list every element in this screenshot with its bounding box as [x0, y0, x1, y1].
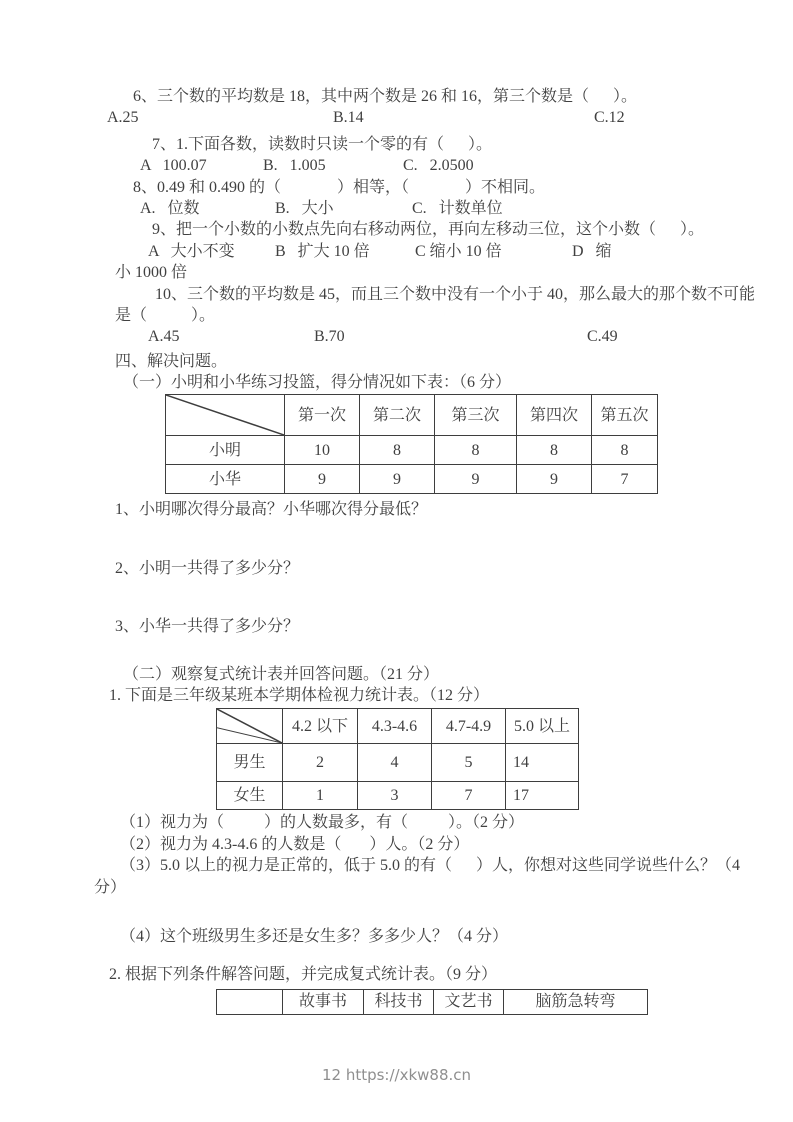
- column-header: 第三次: [435, 395, 517, 436]
- table-cell: 14: [506, 744, 579, 782]
- table-row: [166, 465, 658, 494]
- option-c: C 缩小 10 倍: [415, 242, 502, 260]
- sub-question-3: （3）5.0 以上的视力是正常的，低于 5.0 的有（ ）人，你想对这些同学说些什么？（4: [120, 857, 741, 875]
- column-header: 第二次: [360, 395, 435, 436]
- row-label: 女生: [217, 782, 283, 810]
- vision-table: [216, 708, 579, 810]
- question-9-stem: 9、把一个小数的小数点先向右移动两位，再向左移动三位，这个小数（ ）。: [152, 221, 705, 239]
- question-10-options: [94, 326, 694, 347]
- table-cell: 4: [358, 744, 432, 782]
- table-cell: 2: [283, 744, 358, 782]
- question-7-options: [94, 155, 694, 176]
- question-9-wrap-line: 小 1000 倍: [115, 264, 188, 282]
- option-a: A 大小不变: [148, 242, 235, 260]
- diagonal-lines: [217, 709, 282, 743]
- table-header-row: [217, 709, 579, 744]
- question-10-wrap-line: 是（ ）。: [115, 306, 216, 324]
- option-b: B. 大小: [275, 199, 334, 217]
- question-6-stem: 6、三个数的平均数是 18，其中两个数是 26 和 16，第三个数是（ ）。: [133, 88, 638, 105]
- diagonal-header-cell: [166, 395, 285, 436]
- exam-content: [94, 86, 756, 1015]
- part1-question-2: 2、小明一共得了多少分？: [115, 559, 300, 577]
- column-header: 5.0 以上: [506, 709, 579, 744]
- table-cell: 7: [432, 782, 506, 810]
- part1-question-1: 1、小明哪次得分最高？小华哪次得分最低？: [115, 501, 428, 519]
- table-cell: 9: [285, 465, 360, 494]
- table-cell: 7: [592, 465, 658, 494]
- row-label: 小华: [166, 465, 285, 494]
- question-8-options: [94, 198, 694, 219]
- table-header-row: [166, 395, 658, 436]
- table-cell: 9: [360, 465, 435, 494]
- option-b: B.70: [314, 328, 345, 346]
- option-a: A. 位数: [140, 199, 200, 217]
- option-a: A.25: [107, 109, 139, 127]
- part-2-title: （二）观察复式统计表并回答问题。（21 分）: [123, 665, 440, 683]
- question-9-options: [94, 241, 694, 262]
- footer-page-number-url: 12 https://xkw88.cn: [321, 1066, 472, 1084]
- table-header-row: [217, 989, 648, 1014]
- table-cell: 5: [432, 744, 506, 782]
- question-8-stem: 8、0.49 和 0.490 的（ ）相等，（ ）不相同。: [133, 178, 546, 196]
- page-footer: [0, 1066, 793, 1084]
- column-header: 故事书: [283, 989, 364, 1014]
- table-cell: 8: [435, 436, 517, 465]
- option-d: D 缩: [572, 242, 612, 260]
- sub-question-3-wrap: 分）: [94, 878, 127, 896]
- option-a: A 100.07: [140, 157, 207, 175]
- table-cell: 8: [360, 436, 435, 465]
- column-header: 第四次: [517, 395, 592, 436]
- part2-q1-title: 1. 下面是三年级某班本学期体检视力统计表。（12 分）: [109, 687, 490, 705]
- option-c: C.12: [594, 109, 625, 127]
- option-a: A.45: [148, 328, 180, 346]
- table-cell: 8: [592, 436, 658, 465]
- column-header: 文艺书: [434, 989, 504, 1014]
- column-header: 4.3-4.6: [358, 709, 432, 744]
- table-row: [166, 436, 658, 465]
- option-b: B 扩大 10 倍: [275, 242, 370, 260]
- table-cell: 10: [285, 436, 360, 465]
- part2-q2-title: 2. 根据下列条件解答问题，并完成复式统计表。（9 分）: [109, 966, 498, 984]
- part1-question-3: 3、小华一共得了多少分？: [115, 618, 300, 636]
- sub-question-1: （1）视力为（ ）的人数最多，有（ ）。（2 分）: [120, 814, 525, 832]
- option-b: B.14: [333, 109, 364, 127]
- table-row: [217, 782, 579, 810]
- column-header: 4.2 以下: [283, 709, 358, 744]
- table-cell: 17: [506, 782, 579, 810]
- column-header: 第一次: [285, 395, 360, 436]
- column-header: 第五次: [592, 395, 658, 436]
- section-4-title: 四、解决问题。: [115, 352, 228, 370]
- part-1-title: （一）小明和小华练习投篮，得分情况如下表：（6 分）: [123, 374, 512, 392]
- question-6-options: [94, 107, 694, 128]
- question-7-stem: 7、1.下面各数，读数时只读一个零的有（ ）。: [152, 135, 493, 153]
- scores-table: [165, 394, 658, 494]
- row-label: 男生: [217, 744, 283, 782]
- question-10-stem: 10、三个数的平均数是 45，而且三个数中没有一个小于 40，那么最大的那个数不可能: [155, 285, 756, 303]
- table-cell: 9: [435, 465, 517, 494]
- column-header: 科技书: [364, 989, 434, 1014]
- column-header: 4.7-4.9: [432, 709, 506, 744]
- empty-header-cell: [217, 989, 283, 1014]
- table-cell: 1: [283, 782, 358, 810]
- table-cell: 3: [358, 782, 432, 810]
- table-row: [217, 744, 579, 782]
- option-c: C.49: [587, 328, 618, 346]
- sub-question-2: （2）视力为 4.3-4.6 的人数是（ ）人。（2 分）: [120, 835, 470, 853]
- diagonal-line: [166, 395, 284, 435]
- diagonal-header-cell: [217, 709, 283, 744]
- table-cell: 9: [517, 465, 592, 494]
- option-b: B. 1.005: [263, 157, 326, 175]
- option-c: C. 2.0500: [403, 157, 474, 175]
- table-cell: 8: [517, 436, 592, 465]
- option-c: C. 计数单位: [412, 199, 503, 217]
- row-label: 小明: [166, 436, 285, 465]
- books-table: [216, 989, 648, 1015]
- column-header: 脑筋急转弯: [504, 989, 648, 1014]
- sub-question-4: （4）这个班级男生多还是女生多？多多少人？（4 分）: [120, 927, 509, 945]
